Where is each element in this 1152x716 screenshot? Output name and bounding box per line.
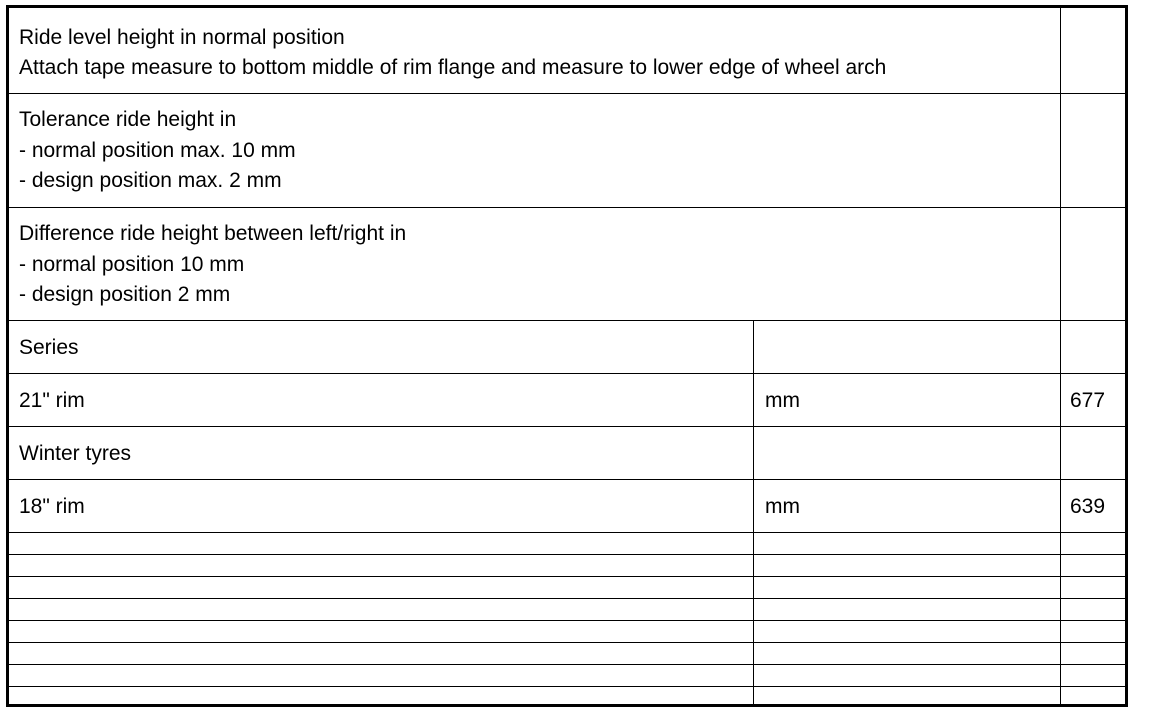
row-unit-18-rim: mm <box>765 495 800 518</box>
divider <box>9 532 1125 533</box>
row-label-series: Series <box>19 336 79 359</box>
row-unit-21-rim: mm <box>765 389 800 412</box>
value-column-divider <box>1060 8 1061 704</box>
empty-row-line <box>9 642 1125 643</box>
row-value-18-rim: 639 <box>1070 495 1106 518</box>
empty-row-line <box>9 664 1125 665</box>
tolerance-title: Tolerance ride height in <box>19 108 237 131</box>
row-value-21-rim: 677 <box>1070 389 1106 412</box>
empty-row-line <box>9 686 1125 687</box>
divider <box>9 426 1125 427</box>
tolerance-normal: - normal position max. 10 mm <box>19 139 296 162</box>
empty-row-line <box>9 598 1125 599</box>
unit-column-divider <box>753 320 754 704</box>
empty-row-line <box>9 620 1125 621</box>
ride-level-instruction: Attach tape measure to bottom middle of rim flange and measure to lower edge of wheel arch <box>19 56 887 79</box>
divider <box>9 373 1125 374</box>
divider <box>9 93 1125 94</box>
difference-normal: - normal position 10 mm <box>19 253 245 276</box>
ride-height-table <box>6 5 1128 707</box>
divider <box>9 207 1125 208</box>
ride-level-title: Ride level height in normal position <box>19 26 345 49</box>
difference-title: Difference ride height between left/right in <box>19 222 407 245</box>
empty-row-line <box>9 576 1125 577</box>
difference-design: - design position 2 mm <box>19 283 231 306</box>
empty-row-line <box>9 554 1125 555</box>
tolerance-design: - design position max. 2 mm <box>19 169 282 192</box>
row-label-winter-tyres: Winter tyres <box>19 442 132 465</box>
row-label-18-rim: 18" rim <box>19 495 85 518</box>
divider <box>9 479 1125 480</box>
divider <box>9 320 1125 321</box>
row-label-21-rim: 21" rim <box>19 389 85 412</box>
